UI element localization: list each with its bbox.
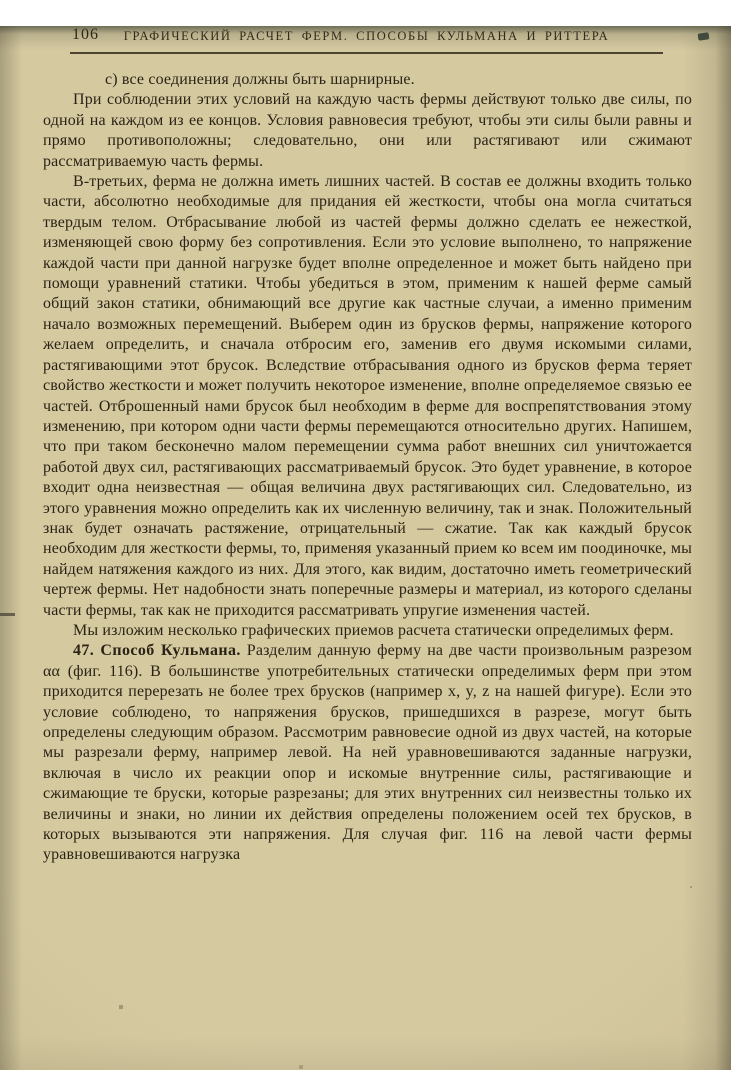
section-heading: 47. Способ Кульмана.	[73, 642, 241, 660]
paper-specks	[0, 26, 2, 28]
paragraph-text: с) все соединения должны быть шарнирные.	[105, 71, 415, 88]
running-head: ГРАФИЧЕСКИЙ РАСЧЕТ ФЕРМ. СПОСОБЫ КУЛЬМАНА И РИТТЕРА	[123, 29, 610, 43]
paragraph	[43, 621, 692, 641]
paragraph-text: При соблюдении этих условий на каждую часть фермы действуют только две силы, по одной на каждом из ее концов. Условия равновесия требуют, чтобы эти силы были равны и прямо противоположны; следовательно, они или растягивают или сжимают рассматриваемую часть фермы.	[43, 91, 692, 170]
paragraph-item-c	[43, 70, 692, 90]
paragraph	[43, 172, 692, 621]
paragraph-text: В-третьих, ферма не должна иметь лишних частей. В состав ее должны входить только части, абсолютно необходимые для придания ей жесткости, чтобы она могла считаться твердым телом. Отбрасывание любой из частей фермы должно сделать ее нежесткой, изменяющей свою форму без сопротивления. Если это условие выполнено, то напряжение каждой части при данной нагрузке будет вполне определенное и может быть найдено при помощи уравнений статики. Чтобы убедиться в этом, применим к нашей ферме самый общий закон статики, обнимающий все другие как частные случаи, а именно применим начало возможных перемещений. Выберем один из брусков фермы, напряжение которого желаем определить, и сначала отбросим его, заменив его двумя искомыми силами, растягивающими этот брусок. Вследствие отбрасывания одного из брусков ферма теряет свойство жесткости и может получить некоторое изменение, вполне определяемое связью ее частей. Отброшенный нами брусок был необходим в ферме для воспрепятствования этому изменению, при котором одни части фермы перемещаются относительно других. Напишем, что при таком бесконечно малом перемещении сумма работ внешних сил уничтожается работой двух сил, растягивающих рассматриваемый брусок. Это будет уравнение, в которое входит одна неизвестная — общая величина двух растягивающих сил. Следовательно, из этого уравнения можно определить как их численную величину, так и знак. Положительный знак будет означать растяжение, отрицательный — сжатие. Так как каждый брусок необходим для жесткости фермы, то, применяя указанный прием ко всем им поодиночке, мы найдем натяжения каждого из них. Для этого, как видим, достаточно иметь геометрический чертеж фермы. Нет надобности знать поперечные размеры и материал, из которого сделаны части фермы, так как не приходится рассматривать упругие изменения частей.	[43, 173, 692, 619]
page-body	[43, 70, 692, 866]
margin-mark	[0, 613, 15, 616]
page-number: 106	[72, 26, 99, 43]
ink-mark	[698, 32, 710, 40]
paragraph-section-47	[43, 641, 692, 865]
paragraph	[43, 90, 692, 172]
book-page	[0, 26, 731, 1070]
paragraph-text: Мы изложим несколько графических приемов расчета статически определимых ферм.	[73, 621, 674, 639]
paragraph-text: Разделим данную ферму на две части произвольным разрезом αα (фиг. 116). В большинстве употребительных статически определимых ферм при этом приходится перерезать не более трех брусков (например x, y, z на нашей фигуре). Если это условие соблюдено, то напряжения брусков, пришедшихся в разрезе, могут быть определены следующим образом. Рассмотрим равновесие одной из двух частей, на которые мы разрезали ферму, например левой. На ней уравновешиваются заданные нагрузки, включая в число их реакции опор и искомые внутренние силы, растягивающие и сжимающие те бруски, которые разрезаны; для этих внутренних сил неизвестны только их величины и знаки, но линии их действия определены положением осей тех брусков, в которых вызываются эти напряжения. Для случая фиг. 116 на левой части фермы уравновешиваются нагрузка	[43, 642, 693, 864]
page-header	[70, 26, 663, 54]
